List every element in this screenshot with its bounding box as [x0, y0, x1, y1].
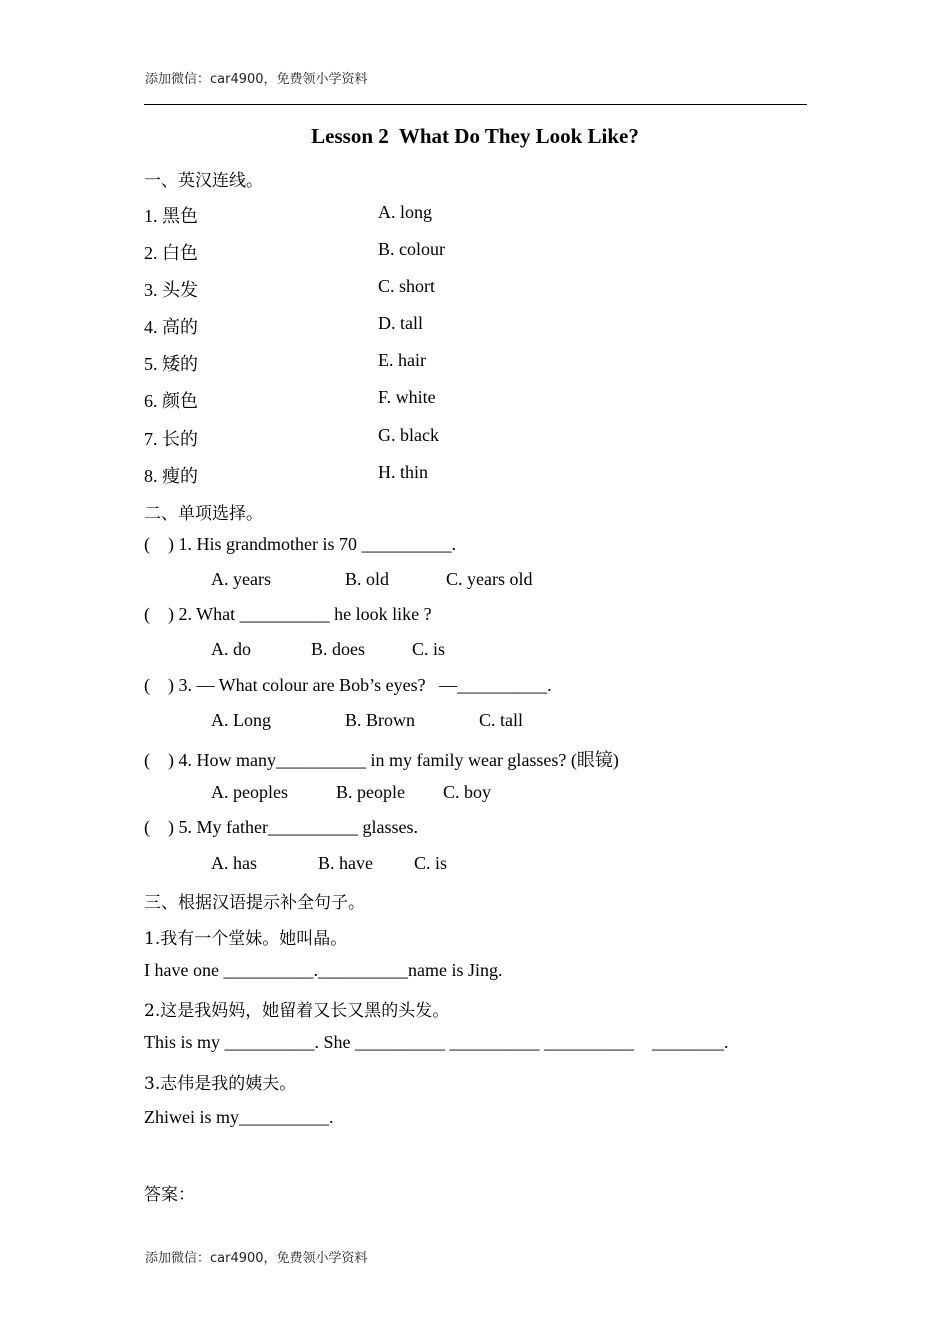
- option-b: B. Brown: [345, 710, 416, 730]
- header-rule: [144, 104, 807, 105]
- option-c: C. is: [412, 639, 446, 659]
- match-left-item: 7. 长的: [144, 429, 198, 449]
- option-a: A. has: [211, 853, 257, 873]
- option-a: A. years: [211, 569, 271, 589]
- option-c: C. tall: [479, 710, 523, 730]
- sentence-blank-en: This is my __________. She __________ __________ __________ ________.: [144, 1032, 729, 1052]
- option-c: C. boy: [443, 782, 492, 802]
- section2-heading: 二、单项选择。: [144, 504, 263, 524]
- match-right-item: F. white: [378, 387, 436, 407]
- option-b: B. old: [345, 569, 390, 589]
- match-left-item: 2. 白色: [144, 243, 198, 263]
- match-right-item: B. colour: [378, 239, 445, 259]
- sentence-prompt-cn: 2.这是我妈妈，她留着又长又黑的头发。: [144, 1001, 450, 1021]
- question-text: ( ) 4. How many__________ in my family wear glasses? (眼镜): [144, 750, 619, 770]
- page-title: Lesson 2 What Do They Look Like?: [311, 124, 639, 148]
- match-right-item: D. tall: [378, 313, 423, 333]
- header-note: 添加微信：car4900，免费领小学资料: [145, 72, 368, 87]
- sentence-blank-en: I have one __________.__________name is Jing.: [144, 960, 503, 980]
- answer-label: 答案：: [144, 1185, 195, 1205]
- question-text: ( ) 2. What __________ he look like ?: [144, 604, 432, 624]
- option-b: B. does: [311, 639, 365, 659]
- match-right-item: C. short: [378, 276, 436, 296]
- footer-note: 添加微信：car4900，免费领小学资料: [145, 1251, 368, 1266]
- option-a: A. Long: [211, 710, 271, 730]
- match-right-item: A. long: [378, 202, 432, 222]
- match-right-item: E. hair: [378, 350, 426, 370]
- option-a: A. do: [211, 639, 251, 659]
- question-text: ( ) 1. His grandmother is 70 __________.: [144, 534, 456, 554]
- section3-heading: 三、根据汉语提示补全句子。: [144, 893, 365, 913]
- match-left-item: 3. 头发: [144, 280, 198, 300]
- match-right-item: G. black: [378, 425, 439, 445]
- match-left-item: 4. 高的: [144, 317, 198, 337]
- match-left-item: 5. 矮的: [144, 354, 198, 374]
- match-left-item: 1. 黑色: [144, 206, 198, 226]
- option-c: C. is: [414, 853, 448, 873]
- sentence-blank-en: Zhiwei is my__________.: [144, 1107, 334, 1127]
- section1-heading: 一、英汉连线。: [144, 171, 263, 191]
- match-right-item: H. thin: [378, 462, 429, 482]
- sentence-prompt-cn: 1.我有一个堂妹。她叫晶。: [144, 929, 348, 949]
- sentence-prompt-cn: 3.志伟是我的姨夫。: [144, 1074, 297, 1094]
- match-left-item: 6. 颜色: [144, 391, 198, 411]
- option-b: B. have: [318, 853, 373, 873]
- question-text: ( ) 5. My father__________ glasses.: [144, 817, 418, 837]
- option-b: B. people: [336, 782, 405, 802]
- option-c: C. years old: [446, 569, 533, 589]
- question-text: ( ) 3. — What colour are Bob’s eyes? —__________.: [144, 675, 552, 695]
- match-left-item: 8. 瘦的: [144, 466, 198, 486]
- option-a: A. peoples: [211, 782, 288, 802]
